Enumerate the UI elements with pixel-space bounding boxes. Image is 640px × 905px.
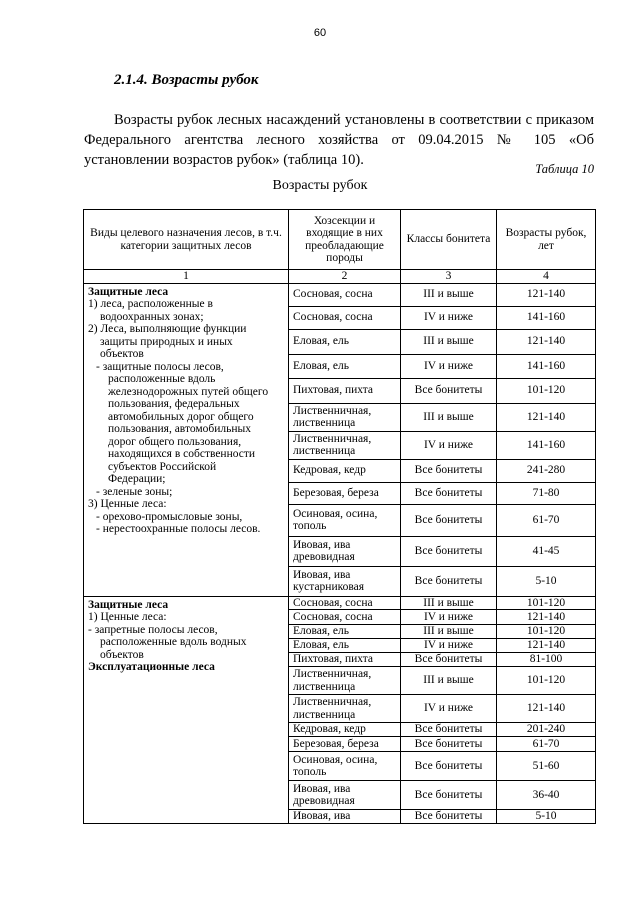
species-cell: Кедровая, кедр <box>289 459 401 482</box>
site-class-cell: IV и ниже <box>401 431 497 459</box>
cutting-age-table <box>83 209 596 824</box>
cutting-age-cell: 121-140 <box>497 610 596 625</box>
site-class-cell: III и выше <box>401 596 497 610</box>
site-class-cell: Все бонитеты <box>401 504 497 536</box>
cutting-age-cell: 5-10 <box>497 566 596 596</box>
species-cell: Лиственничная, лиственница <box>289 403 401 431</box>
intro-paragraph: Возрасты рубок лесных насаждений установлены в соответствии с приказом Федерального агентства лесного хозяйства от 09.04.2015 № 105 «Об установлении возрастов рубок» (таблица 10). <box>84 112 594 168</box>
site-class-cell: IV и ниже <box>401 695 497 723</box>
species-cell: Пихтовая, пихта <box>289 378 401 403</box>
cutting-age-cell: 141-160 <box>497 306 596 329</box>
cutting-age-cell: 141-160 <box>497 431 596 459</box>
cutting-age-cell: 41-45 <box>497 536 596 566</box>
column-number: 3 <box>401 270 497 284</box>
purpose-line: - зеленые зоны; <box>96 485 173 498</box>
purpose-line: дорог общего пользования, <box>108 435 242 448</box>
cutting-age-cell: 71-80 <box>497 482 596 504</box>
purpose-line: автомобильных дорог общего <box>108 410 254 423</box>
cutting-age-cell: 61-70 <box>497 737 596 752</box>
site-class-cell: III и выше <box>401 283 497 306</box>
table-row <box>84 596 596 610</box>
purpose-line: Федерации; <box>108 473 166 485</box>
species-cell: Осиновая, осина, тополь <box>289 752 401 781</box>
cutting-age-cell: 36-40 <box>497 781 596 810</box>
header-class: Классы бонитета <box>401 210 497 270</box>
table-body <box>84 283 596 824</box>
site-class-cell: Все бонитеты <box>401 566 497 596</box>
site-class-cell: III и выше <box>401 403 497 431</box>
species-cell: Березовая, береза <box>289 482 401 504</box>
purpose-line: 2) Леса, выполняющие функции <box>88 323 247 335</box>
species-cell: Еловая, ель <box>289 625 401 639</box>
species-cell: Сосновая, сосна <box>289 306 401 329</box>
purpose-line: - запретные полосы лесов, <box>88 623 218 636</box>
cutting-age-cell: 61-70 <box>497 504 596 536</box>
header-age: Возрасты рубок, лет <box>497 210 596 270</box>
species-cell: Лиственничная, лиственница <box>289 695 401 723</box>
cutting-age-cell: 101-120 <box>497 667 596 695</box>
cutting-age-cell: 81-100 <box>497 653 596 667</box>
purpose-line: 3) Ценные леса: <box>88 498 167 510</box>
purpose-line: пользования, автомобильных <box>108 423 251 435</box>
site-class-cell: III и выше <box>401 329 497 354</box>
cutting-age-cell: 51-60 <box>497 752 596 781</box>
forest-purpose-cell <box>84 283 289 596</box>
purpose-line: Защитные леса <box>88 598 169 611</box>
cutting-age-cell: 201-240 <box>497 723 596 737</box>
cutting-age-cell: 101-120 <box>497 596 596 610</box>
species-cell: Сосновая, сосна <box>289 596 401 610</box>
cutting-age-cell: 121-140 <box>497 283 596 306</box>
purpose-line: объектов <box>100 348 144 360</box>
species-cell: Лиственничная, лиственница <box>289 431 401 459</box>
species-cell: Ивовая, ива древовидная <box>289 781 401 810</box>
cutting-age-cell: 101-120 <box>497 378 596 403</box>
column-number: 1 <box>84 270 289 284</box>
purpose-line: расположенные вдоль <box>108 373 216 385</box>
cutting-age-cell: 241-280 <box>497 459 596 482</box>
species-cell: Пихтовая, пихта <box>289 653 401 667</box>
site-class-cell: Все бонитеты <box>401 653 497 667</box>
purpose-line: Эксплуатационные леса <box>88 661 215 673</box>
purpose-line: 1) Ценные леса: <box>88 611 167 623</box>
section-heading: 2.1.4. Возрасты рубок <box>114 72 259 88</box>
species-cell: Ивовая, ива кустарниковая <box>289 566 401 596</box>
forest-purpose-cell <box>84 596 289 824</box>
purpose-line: - нерестоохранные полосы лесов. <box>96 523 261 535</box>
cutting-age-cell: 5-10 <box>497 810 596 824</box>
purpose-line: расположенные вдоль водных <box>100 636 247 648</box>
purpose-line: - защитные полосы лесов, <box>96 360 224 373</box>
site-class-cell: IV и ниже <box>401 306 497 329</box>
species-cell: Еловая, ель <box>289 639 401 653</box>
header-purpose: Виды целевого назначения лесов, в т.ч. категории защитных лесов <box>84 210 289 270</box>
cutting-age-cell: 121-140 <box>497 639 596 653</box>
cutting-age-cell: 101-120 <box>497 625 596 639</box>
column-number: 4 <box>497 270 596 284</box>
site-class-cell: Все бонитеты <box>401 810 497 824</box>
site-class-cell: Все бонитеты <box>401 781 497 810</box>
table-title: Возрасты рубок <box>272 178 368 193</box>
purpose-line: железнодорожных путей общего <box>108 385 269 398</box>
site-class-cell: III и выше <box>401 667 497 695</box>
species-cell: Ивовая, ива древовидная <box>289 536 401 566</box>
cutting-age-cell: 141-160 <box>497 354 596 378</box>
column-number: 2 <box>289 270 401 284</box>
site-class-cell: Все бонитеты <box>401 459 497 482</box>
species-cell: Осиновая, осина, тополь <box>289 504 401 536</box>
site-class-cell: Все бонитеты <box>401 737 497 752</box>
purpose-line: водоохранных зонах; <box>100 310 204 323</box>
species-cell: Сосновая, сосна <box>289 283 401 306</box>
site-class-cell: IV и ниже <box>401 610 497 625</box>
species-cell: Еловая, ель <box>289 354 401 378</box>
purpose-line: Защитные леса <box>88 285 169 298</box>
purpose-line: - орехово-промысловые зоны, <box>96 510 243 523</box>
page-number: 60 <box>313 27 327 39</box>
purpose-line: объектов <box>100 648 144 661</box>
cutting-age-cell: 121-140 <box>497 329 596 354</box>
cutting-age-cell: 121-140 <box>497 403 596 431</box>
cutting-age-cell: 121-140 <box>497 695 596 723</box>
species-cell: Ивовая, ива <box>289 810 401 824</box>
species-cell: Кедровая, кедр <box>289 723 401 737</box>
species-cell: Еловая, ель <box>289 329 401 354</box>
site-class-cell: Все бонитеты <box>401 378 497 403</box>
site-class-cell: Все бонитеты <box>401 752 497 781</box>
species-cell: Березовая, береза <box>289 737 401 752</box>
species-cell: Сосновая, сосна <box>289 610 401 625</box>
table-reference: Таблица 10 <box>535 162 594 176</box>
purpose-line: 1) леса, расположенные в <box>88 298 213 310</box>
site-class-cell: IV и ниже <box>401 354 497 378</box>
species-cell: Лиственничная, лиственница <box>289 667 401 695</box>
site-class-cell: Все бонитеты <box>401 482 497 504</box>
purpose-line: защиты природных и иных <box>100 335 233 348</box>
header-species: Хозсекции и входящие в них преобладающие породы <box>289 210 401 270</box>
purpose-line: пользования, федеральных <box>108 398 240 410</box>
site-class-cell: Все бонитеты <box>401 723 497 737</box>
site-class-cell: Все бонитеты <box>401 536 497 566</box>
purpose-line: находящихся в собственности <box>108 448 256 460</box>
purpose-line: субъектов Российской <box>108 460 217 473</box>
site-class-cell: III и выше <box>401 625 497 639</box>
site-class-cell: IV и ниже <box>401 639 497 653</box>
table-row <box>84 283 596 306</box>
